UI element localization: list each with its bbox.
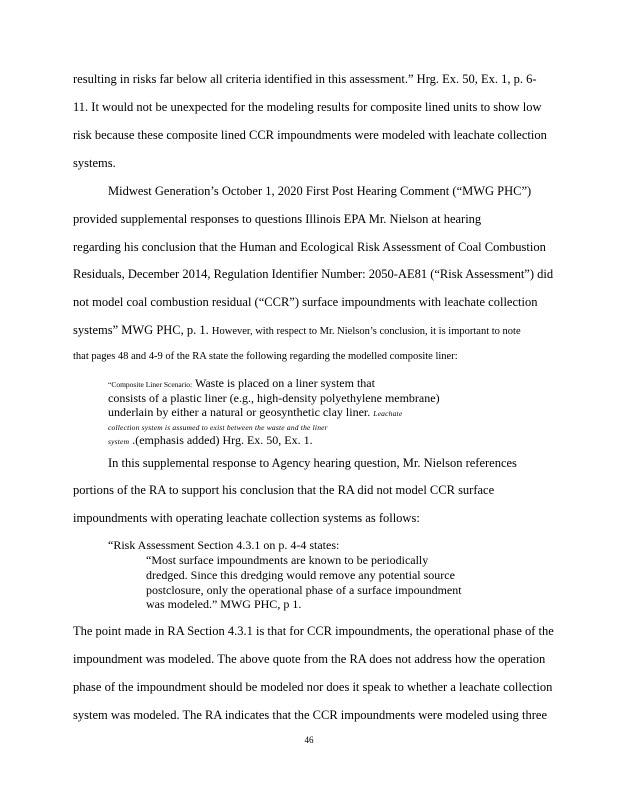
body-line: resulting in risks far below all criteria identified in this assessment.” Hrg. Ex. 50, Ex. 1, p. 6-	[73, 72, 537, 86]
quote-citation: .(emphasis added) Hrg. Ex. 50, Ex. 1.	[132, 433, 313, 447]
quote-text: Waste is placed on a liner system that	[194, 376, 375, 390]
nested-quote-line: “Most surface impoundments are known to be periodically	[146, 553, 429, 567]
quote-text-small: system	[108, 437, 130, 446]
body-line: Residuals, December 2014, Regulation Identifier Number: 2050-AE81 (“Risk Assessment”) did	[73, 267, 554, 281]
body-text-small: However, with respect to Mr. Nielson’s conclusion, it is important to note	[211, 326, 521, 337]
block-quote-line: “Risk Assessment Section 4.3.1 on p. 4-4 states:	[108, 538, 340, 552]
body-line: regarding his conclusion that the Human and Ecological Risk Assessment of Coal Combustion	[73, 240, 546, 254]
body-line: impoundments with operating leachate collection systems as follows:	[73, 511, 420, 525]
body-line: risk because these composite lined CCR impoundments were modeled with leachate collection	[73, 128, 547, 142]
block-quote-line	[108, 432, 313, 450]
block-quote-line: consists of a plastic liner (e.g., high-density polyethylene membrane)	[108, 391, 440, 405]
body-line: phase of the impoundment should be modeled nor does it speak to whether a leachate collection	[73, 680, 553, 694]
body-line-small: that pages 48 and 4-9 of the RA state the following regarding the modelled composite liner:	[73, 351, 458, 362]
quote-text-small: Leachate	[373, 409, 403, 418]
body-line: systems.	[73, 156, 116, 170]
body-line	[73, 322, 521, 340]
quote-text: underlain by either a natural or geosynthetic clay liner.	[108, 405, 371, 419]
nested-quote-line: postclosure, only the operational phase of a surface impoundment	[146, 583, 462, 597]
page-number: 46	[304, 735, 314, 745]
paragraph-start-line: Midwest Generation’s October 1, 2020 First Post Hearing Comment (“MWG PHC”)	[108, 184, 532, 198]
body-line: impoundment was modeled. The above quote from the RA does not address how the operation	[73, 652, 546, 666]
body-text: systems” MWG PHC, p. 1.	[73, 323, 209, 337]
body-line: provided supplemental responses to questions Illinois EPA Mr. Nielson at hearing	[73, 212, 482, 226]
body-line: system was modeled. The RA indicates that the CCR impoundments were modeled using three	[73, 708, 547, 722]
nested-quote-line: dredged. Since this dredging would remove any potential source	[146, 568, 455, 582]
body-line: not model coal combustion residual (“CCR”) surface impoundments with leachate collection	[73, 295, 538, 309]
block-quote-line-small: collection system is assumed to exist between the waste and the liner	[108, 423, 328, 432]
quote-heading: “Composite Liner Scenario:	[108, 380, 193, 389]
body-line: The point made in RA Section 4.3.1 is that for CCR impoundments, the operational phase of the	[73, 624, 554, 638]
body-line: portions of the RA to support his conclusion that the RA did not model CCR surface	[73, 483, 495, 497]
nested-quote-line: was modeled.” MWG PHC, p 1.	[146, 597, 302, 611]
body-line: 11. It would not be unexpected for the modeling results for composite lined units to show low	[73, 100, 542, 114]
paragraph-start-line: In this supplemental response to Agency hearing question, Mr. Nielson references	[108, 456, 517, 470]
